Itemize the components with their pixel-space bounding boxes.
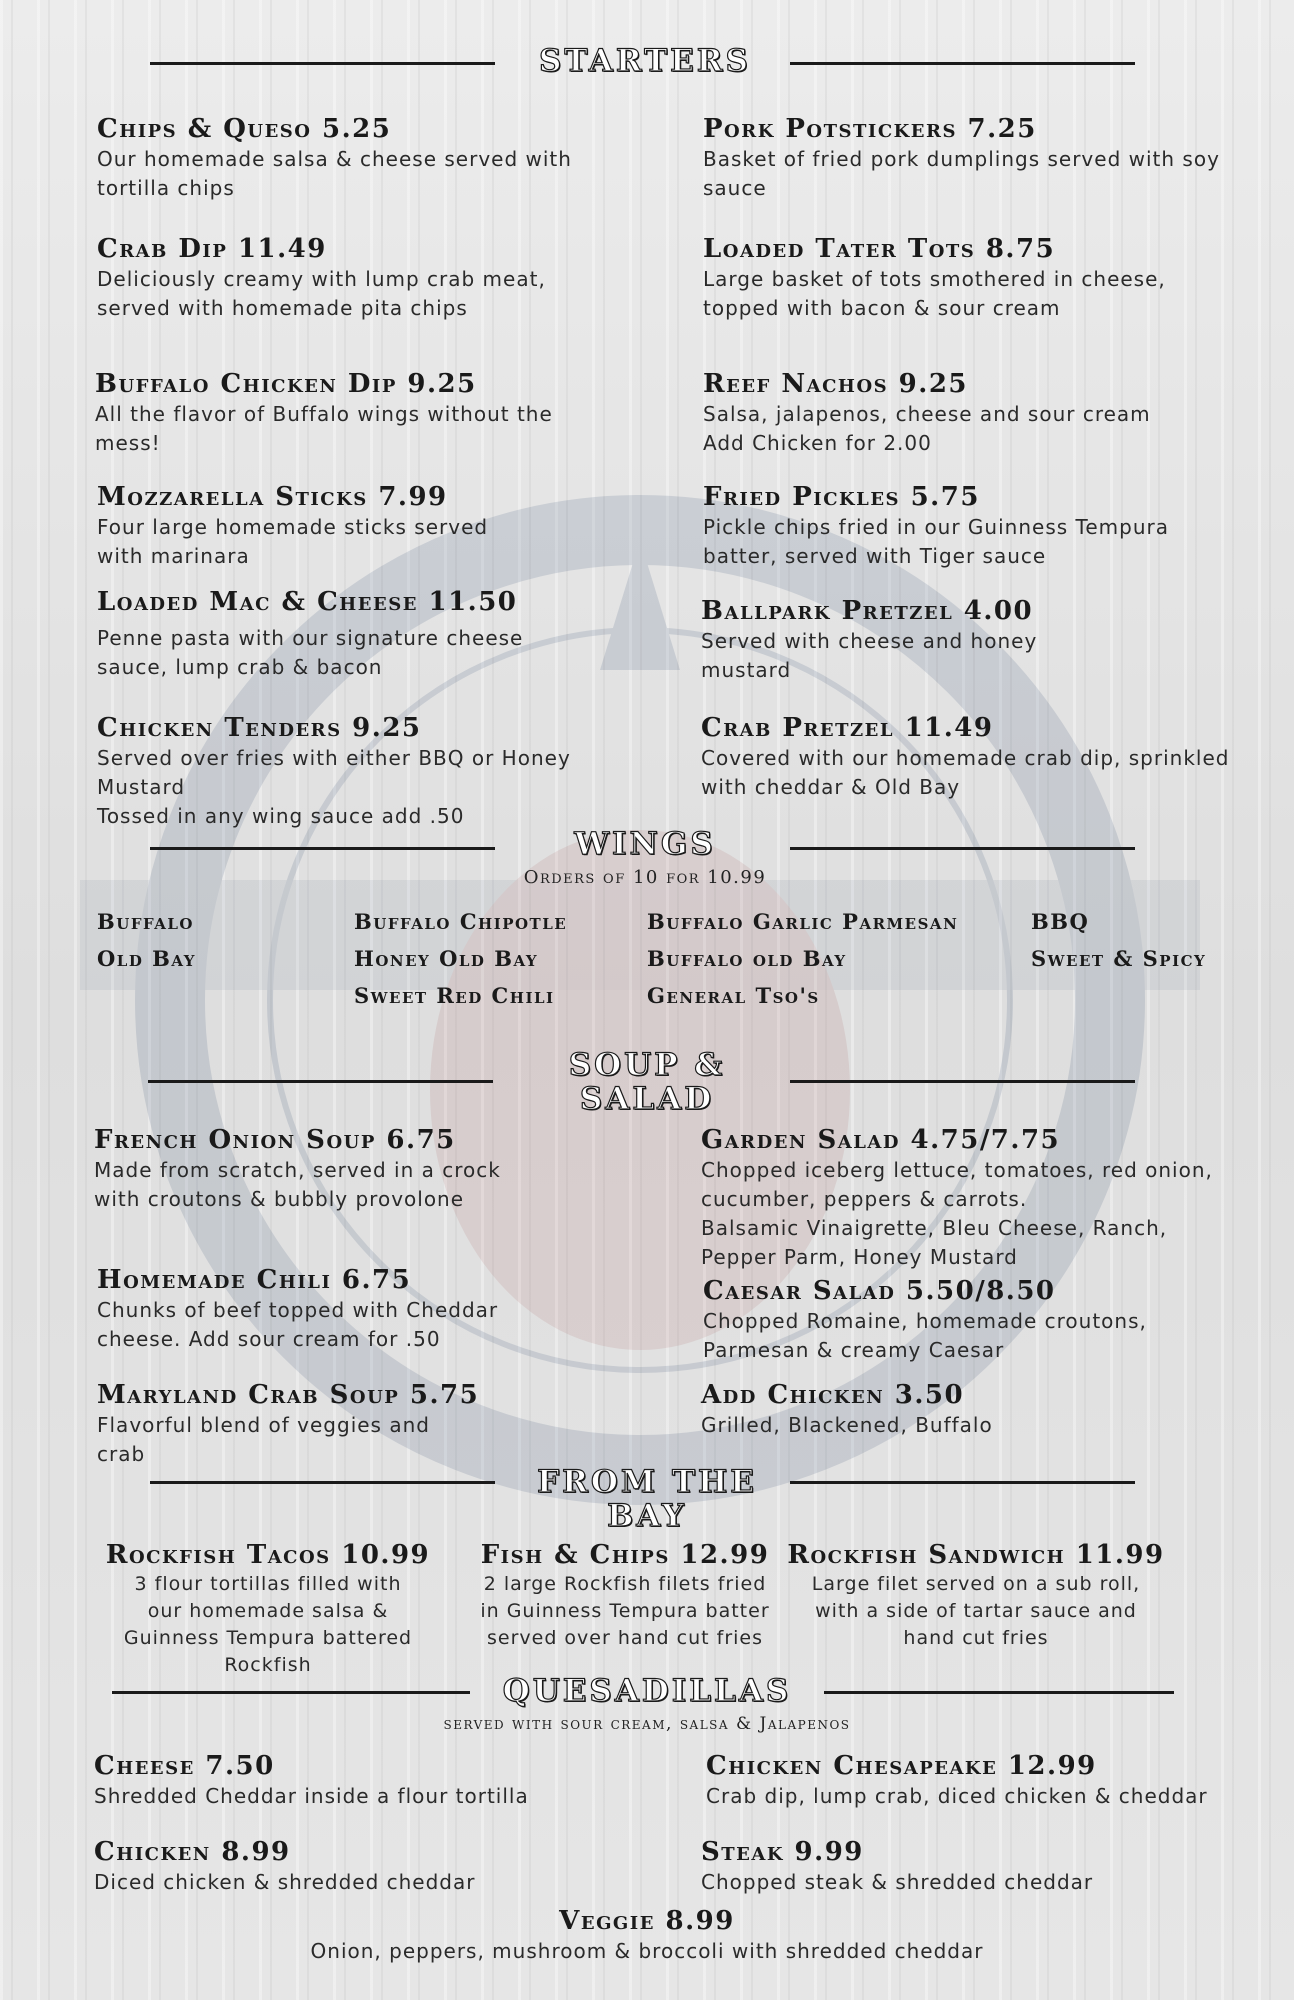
quesadillas-rule-right [824,1691,1174,1694]
item-description: Four large homemade sticks served with marinara [97,515,489,568]
menu-item [97,587,523,682]
bay-rule-left [150,1481,495,1484]
item-description: Large filet served on a sub roll, with a side of tartar sauce and hand cut fries [811,1573,1141,1649]
wing-flavor: General Tso's [647,983,820,1008]
wing-flavor: Buffalo Garlic Parmesan [647,909,959,934]
item-title: French Onion Soup 6.75 [94,1125,456,1155]
item-description: Chunks of beef topped with Cheddar cheese. Add sour cream for .50 [97,1298,499,1351]
item-title: Caesar Salad 5.50/8.50 [703,1276,1056,1306]
menu-item [460,1540,790,1652]
wings-subtitle: Orders of 10 for 10.99 [523,867,767,888]
wing-flavor: Sweet Red Chili [354,983,555,1008]
soup-salad-rule-left [148,1080,493,1083]
item-description: Penne pasta with our signature cheese sauce, lump crab & bacon [97,626,524,679]
item-description: Grilled, Blackened, Buffalo [701,1413,993,1437]
item-title: Homemade Chili 6.75 [97,1265,412,1295]
wing-flavor: Sweet & Spicy [1031,946,1207,971]
wing-flavor: Honey Old Bay [354,946,539,971]
item-description: 3 flour tortillas filled with our homemade salsa & Guinness Tempura battered Rockfish [123,1573,413,1676]
item-description: Chopped steak & shredded cheddar [701,1870,1094,1894]
item-description: Onion, peppers, mushroom & broccoli with shredded cheddar [310,1939,984,1963]
item-description: Crab dip, lump crab, diced chicken & cheddar [706,1784,1208,1808]
starters-heading: STARTERS [539,43,751,79]
menu-item [247,1906,1047,1965]
item-title: Loaded Mac & Cheese 11.50 [97,587,518,617]
menu-item [94,1125,501,1214]
item-title: Veggie 8.99 [559,1906,735,1936]
item-title: Pork Potstickers 7.25 [703,114,1037,144]
item-title: Chicken Chesapeake 12.99 [706,1751,1097,1781]
menu-item [94,1837,475,1897]
bay-rule-right [790,1481,1135,1484]
menu-item [701,713,1229,802]
menu-item [95,369,553,458]
menu-item [703,1276,1147,1365]
item-title: Maryland Crab Soup 5.75 [97,1380,480,1410]
item-title: Chicken Tenders 9.25 [97,713,422,743]
item-description: Basket of fried pork dumplings served with soy sauce [703,147,1220,200]
wing-flavor: Buffalo old Bay [647,946,847,971]
item-description: Diced chicken & shredded cheddar [94,1870,476,1894]
menu-item [703,234,1166,323]
item-description: Pickle chips fried in our Guinness Tempura batter, served with Tiger sauce [703,515,1169,568]
soup-salad-rule-right [790,1080,1135,1083]
item-description: Flavorful blend of veggies and crab [97,1413,430,1466]
menu-item [97,482,488,571]
item-title: Crab Dip 11.49 [97,234,327,264]
item-title: Rockfish Sandwich 11.99 [787,1540,1165,1570]
bay-heading: FROM THE BAY [537,1464,757,1534]
menu-item [701,1125,1213,1272]
item-title: Cheese 7.50 [94,1751,275,1781]
item-title: Buffalo Chicken Dip 9.25 [95,369,477,399]
item-title: Chicken 8.99 [94,1837,291,1867]
item-description: Chopped Romaine, homemade croutons, Parmesan & creamy Caesar [703,1309,1147,1362]
item-description: Served with cheese and honey mustard [701,629,1038,682]
item-title: Chips & Queso 5.25 [97,114,392,144]
starters-rule-right [790,62,1135,65]
wing-flavor: Buffalo [97,909,195,934]
quesadillas-heading: QUESADILLAS [502,1673,792,1709]
menu-item [701,1837,1093,1897]
item-title: Fish & Chips 12.99 [480,1540,770,1570]
menu-item [97,1380,479,1469]
quesadillas-rule-left [112,1691,470,1694]
wing-flavor: BBQ [1031,909,1090,934]
menu-item [780,1540,1172,1652]
menu-item [703,114,1220,203]
wings-heading: WINGS [574,826,716,862]
item-description: Made from scratch, served in a crock with croutons & bubbly provolone [94,1158,501,1211]
quesadillas-subtitle: served with sour cream, salsa & Jalapenos [443,1714,851,1734]
item-title: Reef Nachos 9.25 [703,369,968,399]
item-title: Rockfish Tacos 10.99 [105,1540,431,1570]
menu-item [703,482,1169,571]
item-title: Garden Salad 4.75/7.75 [701,1125,1061,1155]
item-description: Chopped iceberg lettuce, tomatoes, red onion, cucumber, peppers & carrots. Balsamic Vinaigrette, Bleu Cheese, Ranch, Pepper Parm, Honey Mustard [701,1158,1213,1269]
item-title: Loaded Tater Tots 8.75 [703,234,1056,264]
item-description: 2 large Rockfish filets fried in Guinness Tempura batter served over hand cut fries [480,1573,770,1649]
starters-rule-left [150,62,495,65]
item-title: Ballpark Pretzel 4.00 [701,596,1034,626]
item-description: Shredded Cheddar inside a flour tortilla [94,1784,529,1808]
wing-flavor: Buffalo Chipotle [354,909,568,934]
item-title: Add Chicken 3.50 [701,1380,965,1410]
menu-item [706,1751,1208,1811]
item-description: Large basket of tots smothered in cheese, topped with bacon & sour cream [703,267,1166,320]
menu-item [703,369,1151,458]
menu-item [97,114,572,203]
item-description: Served over fries with either BBQ or Honey Mustard Tossed in any wing sauce add .50 [97,746,571,828]
item-description: Our homemade salsa & cheese served with tortilla chips [97,147,572,200]
soup-salad-heading: SOUP & SALAD [568,1047,726,1117]
menu-item [701,1380,993,1440]
menu-item [90,1540,446,1679]
item-title: Mozzarella Sticks 7.99 [97,482,448,512]
menu-item [97,1265,498,1354]
wings-rule-right [790,847,1135,850]
item-title: Crab Pretzel 11.49 [701,713,994,743]
menu-item [701,596,1037,685]
item-description: Deliciously creamy with lump crab meat, served with homemade pita chips [97,267,546,320]
item-title: Steak 9.99 [701,1837,864,1867]
wing-flavor: Old Bay [97,946,197,971]
item-description: Salsa, jalapenos, cheese and sour cream Add Chicken for 2.00 [703,402,1151,455]
item-title: Fried Pickles 5.75 [703,482,980,512]
menu-item [97,713,571,831]
item-description: All the flavor of Buffalo wings without the mess! [95,402,553,455]
item-description: Covered with our homemade crab dip, sprinkled with cheddar & Old Bay [701,746,1230,799]
menu-item [97,234,546,323]
wings-rule-left [150,847,495,850]
menu-item [94,1751,529,1811]
